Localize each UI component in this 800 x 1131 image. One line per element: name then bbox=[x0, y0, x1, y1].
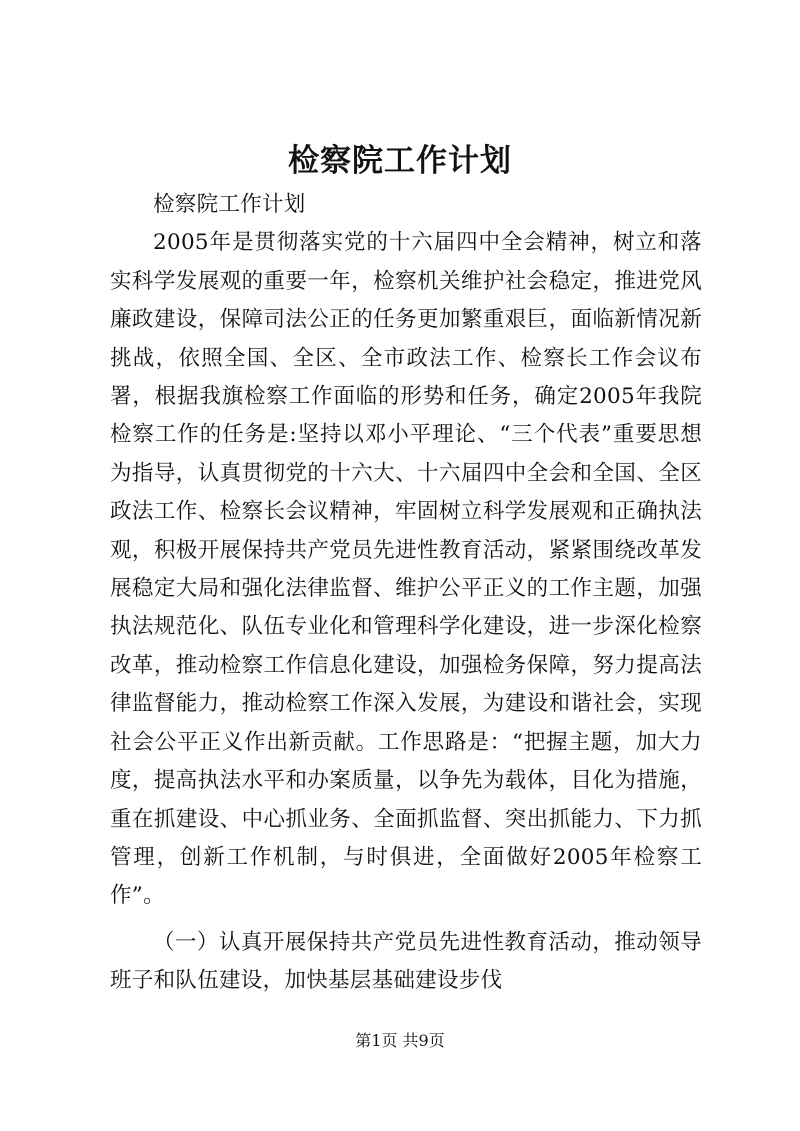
document-title: 检察院工作计划 bbox=[288, 143, 512, 179]
main-paragraph: 2005年是贯彻落实党的十六届四中全会精神，树立和落实科学发展观的重要一年，检察机关维护社会稳定，推进党风廉政建设，保障司法公正的任务更加繁重艰巨，面临新情况新挑战，依照全国、全区、全市政法工作、检察长工作会议布署，根据我旗检察工作面临的形势和任务，确定2005年我院检察工作的任务是:坚持以邓小平理论、“三个代表”重要思想为指导，认真贯彻党的十六大、十六届四中全会和全国、全区政法工作、检察长会议精神，牢固树立科学发展观和正确执法观，积极开展保持共产党员先进性教育活动，紧紧围绕改革发展稳定大局和强化法律监督、维护公平正义的工作主题，加强执法规范化、队伍专业化和管理科学化建设，进一步深化检察改革，推动检察工作信息化建设，加强检务保障，努力提高法律监督能力，推动检察工作深入发展，为建设和谐社会，实现社会公平正义作出新贡献。工作思路是：“把握主题，加大力度，提高执法水平和办案质量，以争先为载体，目化为措施，重在抓建设、中心抓业务、全面抓监督、突出抓能力、下力抓管理，创新工作机制，与时俱进，全面做好2005年检察工作”。 bbox=[110, 230, 702, 909]
page-number-footer: 第1页 共9页 bbox=[355, 1031, 445, 1050]
subtitle-paragraph: 检察院工作计划 bbox=[153, 192, 306, 217]
section-heading-paragraph: （一）认真开展保持共产党员先进性教育活动，推动领导班子和队伍建设，加快基层基础建设步伐 bbox=[110, 929, 702, 994]
document-body bbox=[110, 186, 702, 1001]
